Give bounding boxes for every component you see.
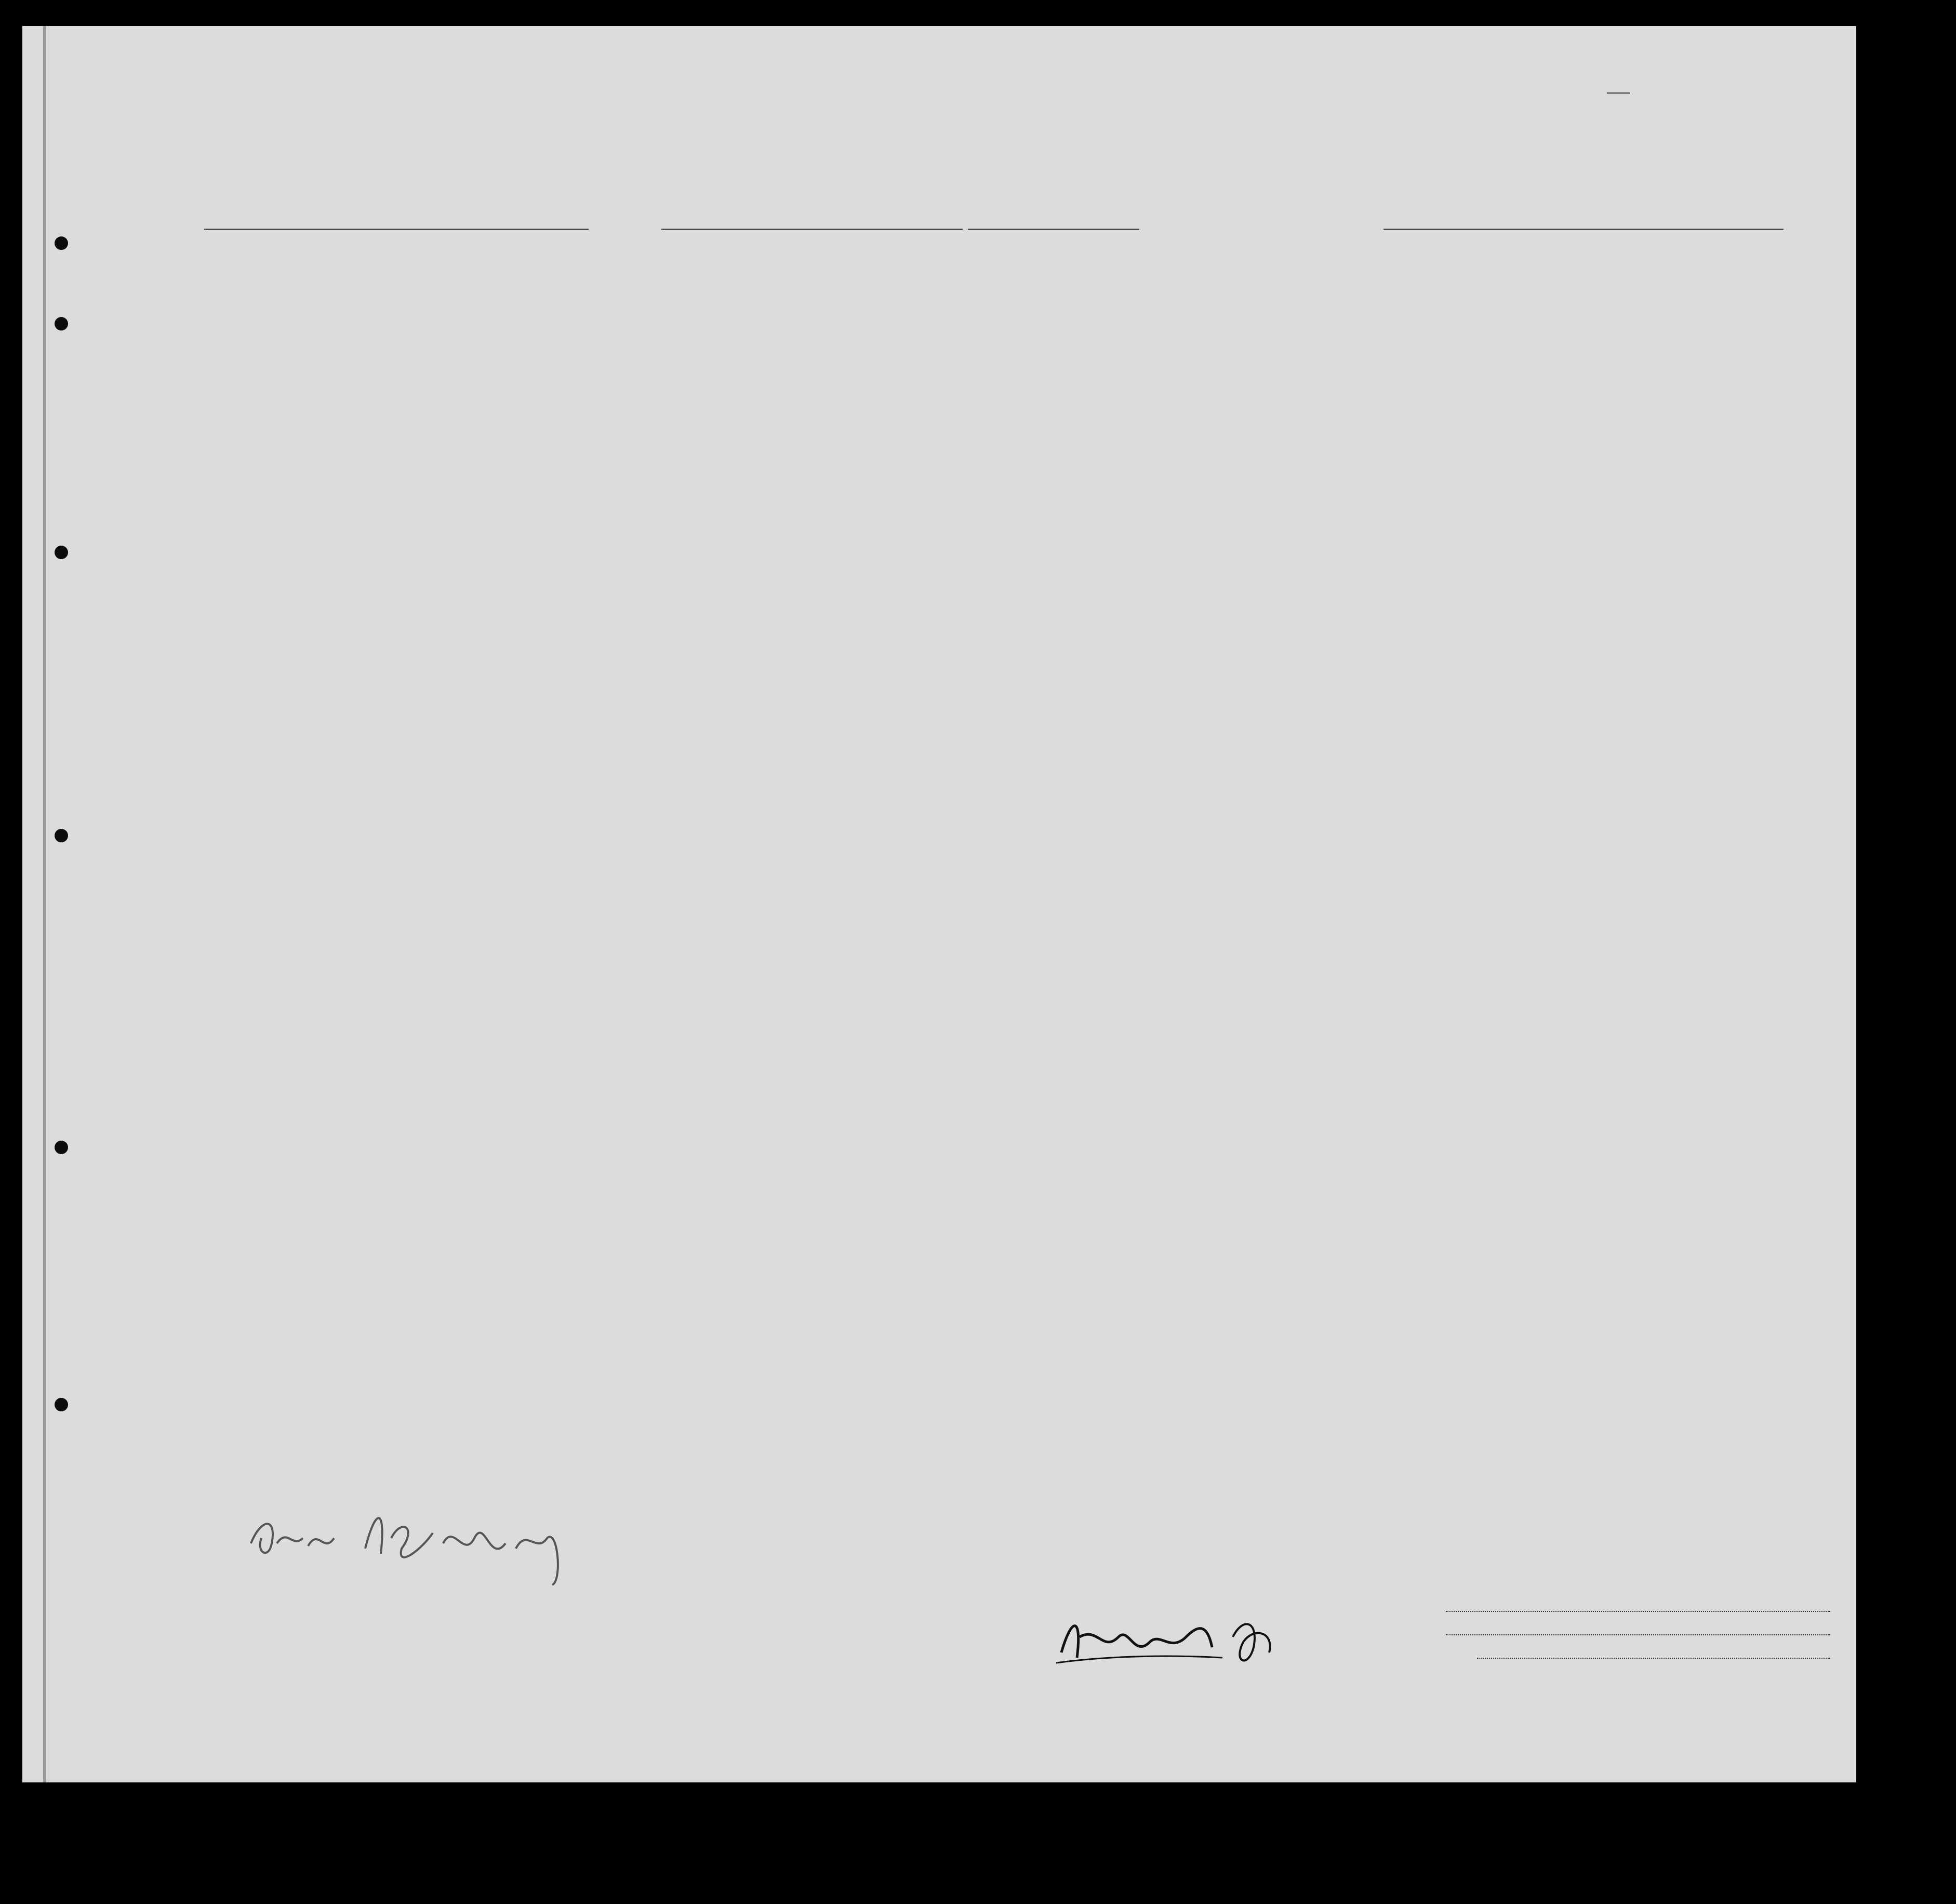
purser-signature	[1051, 1606, 1285, 1673]
manifest-sheet	[22, 26, 1856, 1782]
inspector-signature	[246, 1497, 609, 1590]
